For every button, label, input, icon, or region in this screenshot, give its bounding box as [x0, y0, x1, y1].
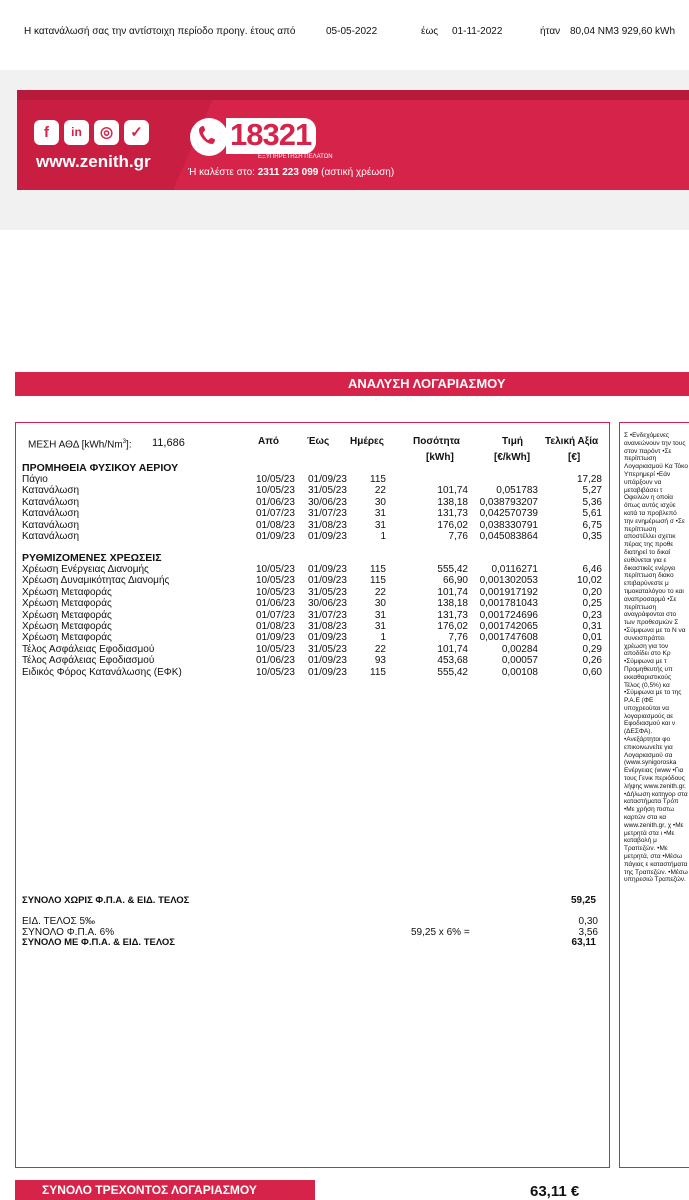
cell-qty: 131,73	[437, 508, 468, 520]
cell-from: 10/05/23	[256, 643, 295, 655]
cell-desc: Κατανάλωση	[22, 485, 80, 497]
cell-desc: Χρέωση Μεταφοράς	[22, 632, 112, 644]
cell-qty: 555,42	[437, 666, 468, 678]
customer-service-number[interactable]: 18321	[230, 117, 312, 152]
cell-qty: 176,02	[437, 621, 468, 632]
cell-total: 5,61	[582, 508, 602, 520]
linkedin-icon[interactable]: in	[64, 120, 89, 145]
cell-price: 0,038330791	[479, 519, 538, 531]
cell-price: 0,001917192	[479, 586, 538, 598]
header-days: Ημέρες	[350, 436, 384, 447]
cell-to: 01/09/23	[308, 575, 347, 587]
cell-desc: Χρέωση Μεταφοράς	[22, 586, 112, 598]
cell-days: 22	[374, 485, 386, 497]
cell-qty: 66,90	[442, 575, 468, 587]
cell-desc: Χρέωση Μεταφοράς	[22, 598, 112, 610]
cell-price: 0,045083864	[479, 531, 538, 542]
cell-from: 10/05/23	[256, 564, 295, 575]
side-notes-text: Σ •Ενδεχόμενες ανανεώνουν την τους στον παρόντ •Σε περίπτωση Λογαριασμού Κα Τόκο Υπερημερί •Εάν υπάρξουν να μεταβιβάσει τ Οφειλών η οποία όπως αυτός ισχύε κατά τα προβλεπό την ενημέρωσή σ •Σε περίπτωση αποστέλλει σχετικ πέρας της προθε διατηρεί το δικαί ευθύνεται για ε δικαστικές ενέργει περίπτωση διακο επιβαρύνεστε μ τιμοκαταλόγου το και αναπροσαρμό •Σε περίπτωση αναγράφονται στο των προθεσμιών Σ •Σύμφωνα με το Ν να συνεισπράττει χρέωση για τον αποδίδει στο Κρ •Σύμφωνα με τ Προμηθευτής υπ εκκαθαριστικούς Τέλος (0,5%) κα •Σύμφωνα με το της Ρ.Α.Ε (ΦΕ υποχρεούται να λογαριασμούς αε Εφοδιασμού και ν (ΔΕΣΦΑ). •Ανεξάρτητοι φο επικοινωνείτε για Λογαριασμού σα (www.synigoroska Ενέργειας (www •Για τους Γενικ περιόδους λήψης www.zenith.gr. •Δήλωση κατηγορ στα καταστήματα Τρόπ •Με χρήση πιστω καρτών στα κα www.zenith.gr, χ •Με μετρητά στα ι •Με καταβολή μ Τραπεζών. •Με μετρητά, στα •Μέσω πάγιας ε καταστήματα της Τραπεζών. •Μέσω υπηρεσιώ Τραπεζών.	[624, 432, 688, 884]
cell-desc: Κατανάλωση	[22, 519, 80, 531]
cell-price: 0,051783	[496, 485, 538, 497]
previous-period-text: Η κατανάλωσή σας την αντίστοιχη περίοδο προηγ. έτους από	[24, 26, 296, 37]
cell-from: 01/08/23	[256, 621, 295, 632]
cell-days: 22	[374, 643, 386, 655]
current-bill-total: 63,11 €	[530, 1183, 580, 1200]
ath-value: 11,686	[152, 437, 185, 449]
cell-days: 30	[374, 496, 386, 508]
cell-price: 0,001302053	[479, 575, 538, 587]
cell-to: 31/05/23	[308, 586, 347, 598]
cell-qty: 138,18	[437, 496, 468, 508]
cell-to: 30/06/23	[308, 598, 347, 610]
cell-from: 01/06/23	[256, 496, 295, 508]
cell-price: 0,001747608	[479, 632, 538, 644]
cell-total: 5,27	[582, 485, 602, 497]
cell-desc: Τέλος Ασφάλειας Εφοδιασμού	[22, 655, 155, 667]
cell-days: 22	[374, 586, 386, 598]
cell-to: 30/06/23	[308, 496, 347, 508]
cell-days: 1	[380, 632, 386, 644]
cell-total: 6,46	[582, 564, 602, 575]
cell-total: 0,29	[582, 643, 602, 655]
twitter-icon[interactable]: ✓	[124, 120, 149, 145]
cell-to: 31/07/23	[308, 609, 347, 621]
cell-desc: Χρέωση Ενέργειας Διανομής	[22, 564, 149, 575]
cell-qty: 555,42	[437, 564, 468, 575]
cell-from: 10/05/23	[256, 485, 295, 497]
cell-days: 115	[370, 474, 386, 485]
cell-price: 0,00284	[501, 643, 538, 655]
cell-from: 01/06/23	[256, 655, 295, 667]
cell-total: 0,26	[582, 655, 602, 667]
to-word: έως	[421, 26, 439, 37]
cell-desc: Χρέωση Δυναμικότητας Διανομής	[22, 575, 170, 587]
cell-to: 01/09/23	[308, 531, 347, 542]
customer-service-label: ΕΞΥΠΗΡΕΤΗΣΗ ΠΕΛΑΤΩΝ	[258, 154, 333, 160]
cell-qty: 7,76	[448, 632, 468, 644]
cell-to: 01/09/23	[308, 666, 347, 678]
cell-from: 01/09/23	[256, 632, 295, 644]
cell-to: 31/08/23	[308, 519, 347, 531]
header-quantity: Ποσότητα	[413, 436, 460, 447]
subtotal-label: ΣΥΝΟΛΟ ΧΩΡΙΣ Φ.Π.Α. & ΕΙΔ. ΤΕΛΟΣ	[22, 895, 190, 906]
cell-from: 10/05/23	[256, 474, 295, 485]
cell-price: 0,042570739	[479, 508, 538, 520]
cell-desc: Ειδικός Φόρος Κατανάλωσης (ΕΦΚ)	[22, 666, 182, 678]
cell-qty: 138,18	[437, 598, 468, 610]
was-word: ήταν	[540, 26, 561, 37]
cell-total: 0,20	[582, 586, 602, 598]
cell-to: 01/09/23	[308, 655, 347, 667]
group-regulated-title: ΡΥΘΜΙΖΟΜΕΝΕΣ ΧΡΕΩΣΕΙΣ	[22, 552, 162, 564]
cell-total: 0,31	[582, 621, 602, 632]
cell-days: 115	[370, 564, 386, 575]
special-fee-value: 0,30	[578, 916, 598, 927]
cell-days: 31	[374, 621, 386, 632]
cell-to: 31/07/23	[308, 508, 347, 520]
instagram-icon[interactable]: ◎	[94, 120, 119, 145]
cell-from: 10/05/23	[256, 575, 295, 587]
cell-days: 31	[374, 609, 386, 621]
section-title: ΑΝΑΛΥΣΗ ΛΟΓΑΡΙΑΣΜΟΥ	[348, 376, 506, 391]
cell-price: 0,001781043	[479, 598, 538, 610]
vat-calculation: 59,25 x 6% =	[411, 927, 470, 938]
cell-qty: 101,74	[437, 586, 468, 598]
subtotal-value: 59,25	[570, 895, 596, 906]
ath-label: ΜΕΣΗ ΑΘΔ [kWh/Nm$^3$]:	[28, 439, 132, 451]
phone-icon	[190, 118, 228, 156]
cell-total: 0,23	[582, 609, 602, 621]
previous-consumption-value: 80,04 NM3 929,60 kWh	[570, 26, 676, 37]
cell-from: 01/07/23	[256, 508, 295, 520]
cell-total: 0,35	[582, 531, 602, 542]
grand-total-value: 63,11	[571, 937, 596, 948]
cell-qty: 101,74	[437, 485, 468, 497]
cell-price: 0,001742065	[479, 621, 538, 632]
cell-total: 0,01	[582, 632, 602, 644]
cell-desc: Κατανάλωση	[22, 531, 80, 542]
cell-qty: 101,74	[437, 643, 468, 655]
cell-days: 31	[374, 519, 386, 531]
cell-from: 01/06/23	[256, 598, 295, 610]
cell-from: 01/09/23	[256, 531, 295, 542]
cell-to: 31/05/23	[308, 485, 347, 497]
cell-days: 115	[370, 666, 386, 678]
cell-total: 0,60	[582, 666, 602, 678]
cell-days: 31	[374, 508, 386, 520]
cell-from: 10/05/23	[256, 586, 295, 598]
header-to: Έως	[307, 436, 330, 447]
header-price: Τιμή	[502, 436, 523, 447]
cell-price: 0,00057	[501, 655, 538, 667]
cell-total: 6,75	[582, 519, 602, 531]
cell-total: 0,25	[582, 598, 602, 610]
cell-from: 01/08/23	[256, 519, 295, 531]
cell-desc: Χρέωση Μεταφοράς	[22, 609, 112, 621]
cell-qty: 453,68	[437, 655, 468, 667]
cell-from: 10/05/23	[256, 666, 295, 678]
cell-days: 30	[374, 598, 386, 610]
cell-qty: 7,76	[448, 531, 468, 542]
vat-value: 3,56	[578, 927, 598, 938]
cell-to: 01/09/23	[308, 564, 347, 575]
header-quantity-unit: [kWh]	[426, 452, 454, 463]
header-total: Τελική Αξία	[545, 436, 599, 447]
header-price-unit: [€/kWh]	[494, 452, 531, 463]
previous-from-date: 05-05-2022	[326, 26, 378, 37]
grand-total-label: ΣΥΝΟΛΟ ΜΕ Φ.Π.Α. & ΕΙΔ. ΤΕΛΟΣ	[22, 937, 176, 948]
cell-days: 93	[374, 655, 386, 667]
special-fee-label: ΕΙΔ. ΤΕΛΟΣ 5‰	[22, 916, 96, 927]
header-from: Από	[258, 436, 279, 447]
cell-desc: Κατανάλωση	[22, 508, 80, 520]
cell-total: 10,02	[576, 575, 602, 587]
facebook-icon[interactable]: f	[34, 120, 59, 145]
cell-days: 1	[380, 531, 386, 542]
alternate-phone-line	[188, 167, 394, 178]
group-supply-title: ΠΡΟΜΗΘΕΙΑ ΦΥΣΙΚΟΥ ΑΕΡΙΟΥ	[22, 462, 179, 474]
cell-price: 0,001724696	[479, 609, 538, 621]
cell-qty: 131,73	[437, 609, 468, 621]
banner-stripe	[17, 90, 689, 100]
vat-label: ΣΥΝΟΛΟ Φ.Π.Α. 6%	[22, 927, 115, 938]
cell-to: 31/08/23	[308, 621, 347, 632]
cell-total: 17,28	[576, 474, 602, 485]
header-total-unit: [€]	[568, 452, 581, 463]
cell-desc: Τέλος Ασφάλειας Εφοδιασμού	[22, 643, 155, 655]
cell-to: 31/05/23	[308, 643, 347, 655]
call-prefix: Ή καλέστε στο:	[188, 167, 255, 178]
previous-to-date: 01-11-2022	[452, 26, 503, 37]
cell-days: 115	[370, 575, 386, 587]
cell-from: 01/07/23	[256, 609, 295, 621]
cell-total: 5,36	[582, 496, 602, 508]
cell-desc: Κατανάλωση	[22, 496, 80, 508]
cell-price: 0,0116271	[491, 564, 538, 575]
cell-qty: 176,02	[437, 519, 468, 531]
cell-to: 01/09/23	[308, 474, 347, 485]
cell-desc: Πάγιο	[22, 474, 48, 485]
cell-price: 0,038793207	[479, 496, 538, 508]
alternate-phone-number[interactable]: 2311 223 099	[257, 167, 319, 178]
current-bill-total-label: ΣΥΝΟΛΟ ΤΡΕΧΟΝΤΟΣ ΛΟΓΑΡΙΑΣΜΟΥ	[42, 1183, 257, 1197]
call-suffix: (αστική χρέωση)	[321, 167, 395, 178]
cell-to: 01/09/23	[308, 632, 347, 644]
cell-price: 0,00108	[501, 666, 538, 678]
website-link[interactable]: www.zenith.gr	[36, 152, 151, 171]
cell-desc: Χρέωση Μεταφοράς	[22, 621, 112, 632]
